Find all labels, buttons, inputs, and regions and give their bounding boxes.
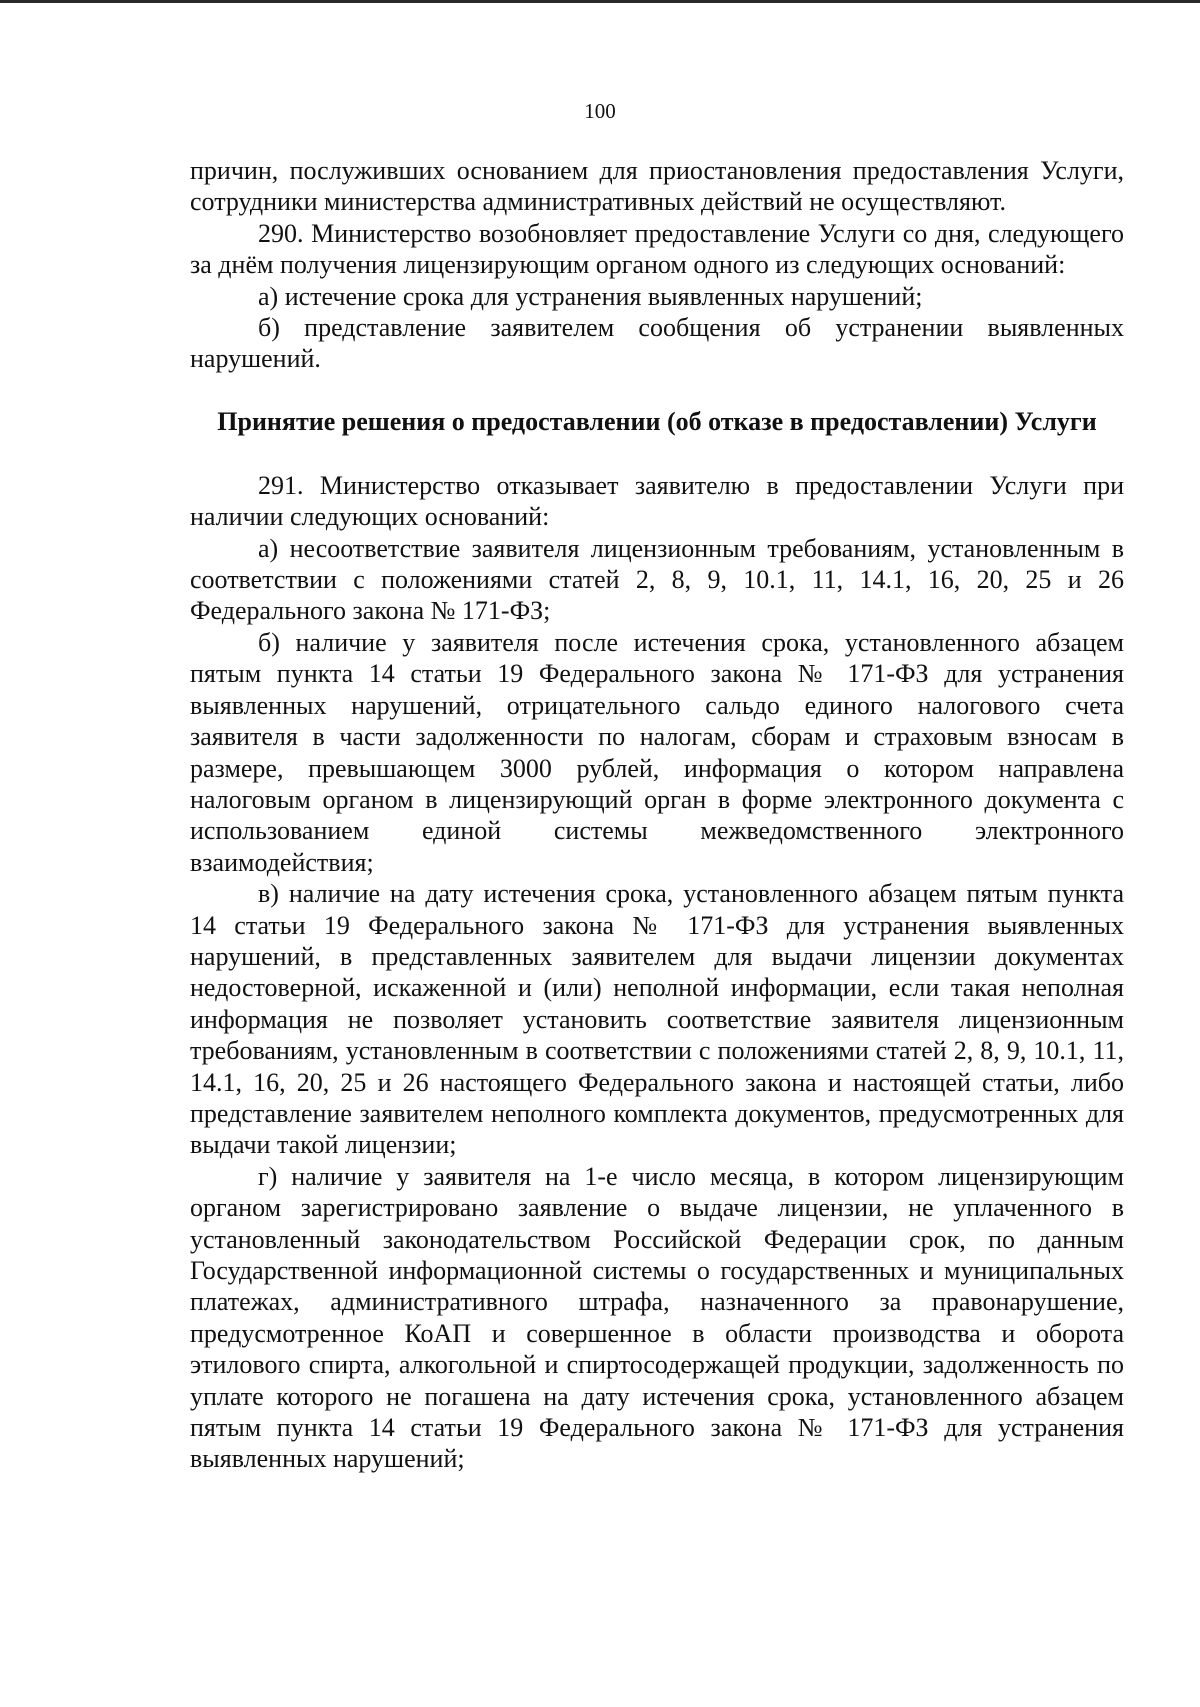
page-number: 100 <box>584 99 616 123</box>
list-item-290-a: а) истечение срока для устранения выявленных нарушений; <box>258 281 923 311</box>
list-item-291-g: г) наличие у заявителя на 1-е число месяца, в котором лицензирующим органом зарегистрировано заявление о выдаче лицензии, не уплаченного в установленный законодательством Российской Федерации срок, по данным Государственной информационной системы о государственных и муниципальных платежах, административного штрафа, назначенного за правонарушение, предусмотренное КоАП и совершенное в области производства и оборота этилового спирта, алкогольной и спиртосодержащей продукции, задолженность по уплате которого не погашена на дату истечения срока, установленного абзацем пятым пункта 14 статьи 19 Федерального закона № 171-ФЗ для устранения выявленных нарушений; <box>190 1161 1124 1474</box>
section-heading: Принятие решения о предоставлении (об отказе в предоставлении) Услуги <box>217 406 1097 436</box>
list-item-291-v: в) наличие на дату истечения срока, установленного абзацем пятым пункта 14 статьи 19 Федерального закона № 171-ФЗ для устранения выявленных нарушений, в представленных заявителем для выдачи лицензии документах недостоверной, искаженной и (или) неполной информации, если такая неполная информация не позволяет установить соответствие заявителя лицензионным требованиям, установленным в соответствии с положениями статей 2, 8, 9, 10.1, 11, 14.1, 16, 20, 25 и 26 настоящего Федерального закона и настоящей статьи, либо представление заявителем неполного комплекта документов, предусмотренных для выдачи такой лицензии; <box>190 879 1124 1160</box>
document-body <box>190 155 1124 1475</box>
list-item-291-b: б) наличие у заявителя после истечения срока, установленного абзацем пятым пункта 14 статьи 19 Федерального закона № 171-ФЗ для устранения выявленных нарушений, отрицательного сальдо единого налогового счета заявителя в части задолженности по налогам, сборам и страховым взносам в размере, превышающем 3000 рублей, информация о котором направлена налоговым органом в лицензирующий орган в форме электронного документа с использованием единой системы межведомственного электронного взаимодействия; <box>190 627 1124 877</box>
paragraph-291: 291. Министерство отказывает заявителю в предоставлении Услуги при наличии следующих оснований: <box>190 470 1124 532</box>
scan-top-edge <box>0 0 1200 3</box>
list-item-290-b: б) представление заявителем сообщения об устранении выявленных нарушений. <box>190 313 1124 374</box>
paragraph-290: 290. Министерство возобновляет предоставление Услуги со дня, следующего за днём получения лицензирующим органом одного из следующих оснований: <box>190 218 1124 280</box>
paragraph-continuation: причин, послуживших основанием для приостановления предоставления Услуги, сотрудники министерства административных действий не осуществляют. <box>190 156 1124 217</box>
list-item-291-a: а) несоответствие заявителя лицензионным требованиям, установленным в соответствии с положениями статей 2, 8, 9, 10.1, 11, 14.1, 16, 20, 25 и 26 Федерального закона № 171-ФЗ; <box>190 533 1124 626</box>
